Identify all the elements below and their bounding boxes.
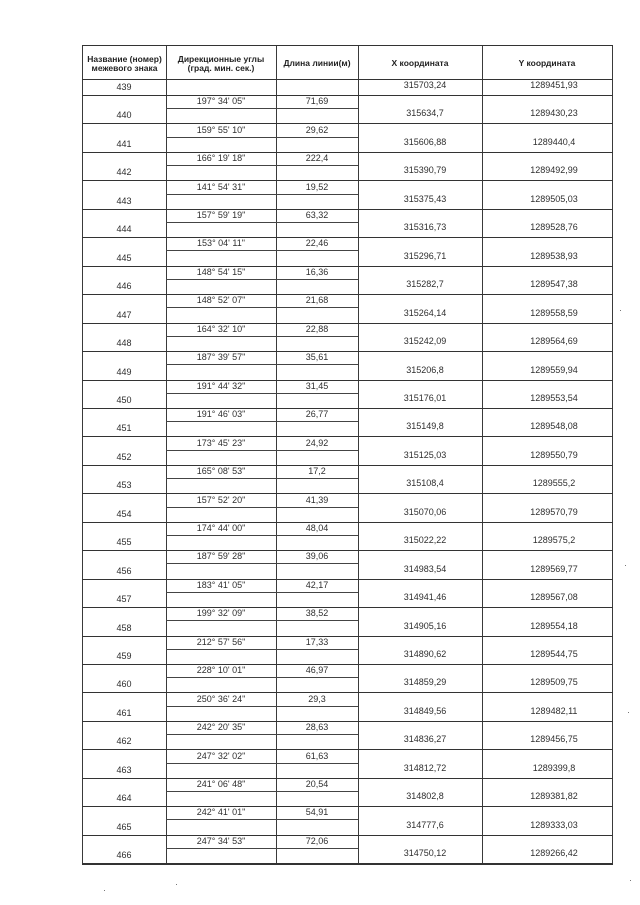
scan-speck [625,565,626,566]
x-coordinate: 315264,14 [403,308,447,318]
x-coordinate: 315176,01 [403,393,447,403]
header-point-name: Название (номер) межевого знака [87,53,162,73]
y-coordinate: 1289430,23 [530,108,578,118]
line-length: 48,04 [305,523,329,533]
point-number: 446 [116,281,132,291]
line-length: 29,3 [308,694,326,704]
directional-angle: 164° 32' 10" [196,324,246,334]
directional-angle: 247° 32' 02" [196,751,246,761]
point-number: 456 [116,566,132,576]
line-length: 16,36 [305,267,329,277]
header-line-length: Длина линии(м) [283,58,351,69]
x-coordinate: 314777,6 [406,820,444,830]
segment-divider [166,734,358,735]
line-length: 71,69 [305,96,329,106]
point-number: 439 [116,82,132,92]
directional-angle: 191° 44' 32" [196,381,246,391]
line-length: 35,61 [305,352,329,362]
point-number: 465 [116,822,132,832]
x-coordinate: 315634,7 [406,108,444,118]
line-length: 54,91 [305,807,329,817]
line-length: 17,33 [305,637,329,647]
line-length: 72,06 [305,836,329,846]
directional-angle: 228° 10' 01" [196,665,246,675]
column-border [482,45,483,864]
segment-divider [166,649,358,650]
point-number: 449 [116,367,132,377]
line-length: 222,4 [305,153,329,163]
segment-divider [166,307,358,308]
y-coordinate: 1289558,59 [530,308,578,318]
segment-divider [166,421,358,422]
y-coordinate: 1289333,03 [530,820,578,830]
line-length: 24,92 [305,438,329,448]
point-number: 442 [116,167,132,177]
directional-angle: 157° 59' 19" [196,210,246,220]
y-coordinate: 1289381,82 [530,791,578,801]
line-length: 38,52 [305,608,329,618]
header-x-coordinate: X координата [391,58,449,69]
segment-divider [166,137,358,138]
y-coordinate: 1289564,69 [530,336,578,346]
y-coordinate: 1289553,54 [530,393,578,403]
point-number: 461 [116,708,132,718]
directional-angle: 187° 39' 57" [196,352,246,362]
column-border [358,45,359,864]
y-coordinate: 1289482,11 [530,706,578,716]
segment-divider [166,819,358,820]
directional-angle: 174° 44' 00" [196,523,246,533]
segment-divider [166,194,358,195]
x-coordinate: 314849,56 [403,706,447,716]
directional-angle: 242° 41' 01" [196,807,246,817]
x-coordinate: 314750,12 [403,848,447,858]
directional-angle: 159° 55' 10" [196,125,246,135]
y-coordinate: 1289567,08 [530,592,578,602]
point-number: 458 [116,623,132,633]
x-coordinate: 315242,09 [403,336,447,346]
segment-divider [166,592,358,593]
y-coordinate: 1289505,03 [530,194,578,204]
directional-angle: 153° 04' 11" [197,238,245,248]
line-length: 17,2 [308,466,326,476]
directional-angle: 148° 54' 15" [196,267,246,277]
header-directional-angles: Дирекционные углы (град. мин. сек.) [177,53,265,73]
directional-angle: 191° 46' 03" [196,409,246,419]
directional-angle: 241° 06' 48" [196,779,246,789]
y-coordinate: 1289569,77 [530,564,578,574]
y-coordinate: 1289492,99 [530,165,578,175]
y-coordinate: 1289570,79 [530,507,578,517]
point-number: 448 [116,338,132,348]
segment-divider [166,279,358,280]
point-number: 453 [116,480,132,490]
line-length: 41,39 [305,495,329,505]
segment-divider [166,478,358,479]
x-coordinate: 314802,8 [406,791,444,801]
point-number: 462 [116,736,132,746]
line-length: 46,97 [305,665,329,675]
line-length: 28,63 [305,722,329,732]
line-length: 63,32 [305,210,329,220]
x-coordinate: 314941,46 [403,592,447,602]
y-coordinate: 1289528,76 [530,222,578,232]
x-coordinate: 315375,43 [403,194,447,204]
x-coordinate: 314812,72 [403,763,447,773]
line-length: 22,88 [305,324,329,334]
scan-speck [176,884,177,885]
x-coordinate: 315282,7 [406,279,444,289]
directional-angle: 212° 57' 56" [196,637,246,647]
line-length: 42,17 [305,580,329,590]
point-number: 464 [116,793,132,803]
scan-speck [104,890,105,891]
x-coordinate: 314859,29 [403,677,447,687]
y-coordinate: 1289399,8 [532,763,576,773]
y-coordinate: 1289554,18 [530,621,578,631]
directional-angle: 187° 59' 28" [196,551,246,561]
directional-angle: 141° 54' 31" [196,182,246,192]
segment-divider [166,393,358,394]
point-number: 459 [116,651,132,661]
segment-divider [166,450,358,451]
scan-speck [620,310,621,311]
column-border [276,45,277,864]
y-coordinate: 1289547,38 [530,279,578,289]
point-number: 444 [116,224,132,234]
y-coordinate: 1289544,75 [530,649,578,659]
segment-divider [166,364,358,365]
y-coordinate: 1289538,93 [530,251,578,261]
column-border [612,45,613,864]
segment-divider [166,250,358,251]
segment-divider [166,108,358,109]
point-number: 451 [116,423,132,433]
directional-angle: 165° 08' 53" [196,466,246,476]
x-coordinate: 315149,8 [406,421,444,431]
x-coordinate: 315108,4 [406,478,444,488]
segment-divider [166,791,358,792]
x-coordinate: 315390,79 [403,165,447,175]
segment-divider [166,165,358,166]
y-coordinate: 1289559,94 [530,365,578,375]
directional-angle: 242° 20' 35" [196,722,246,732]
x-coordinate: 315703,24 [403,80,447,90]
segment-divider [166,222,358,223]
scan-speck [628,712,629,713]
segment-divider [166,507,358,508]
y-coordinate: 1289266,42 [530,848,578,858]
x-coordinate: 315606,88 [403,137,447,147]
x-coordinate: 314836,27 [403,734,447,744]
x-coordinate: 315070,06 [403,507,447,517]
point-number: 443 [116,196,132,206]
segment-divider [166,620,358,621]
segment-divider [166,706,358,707]
line-length: 39,06 [305,551,329,561]
point-number: 457 [116,594,132,604]
point-number: 452 [116,452,132,462]
column-border [166,45,167,864]
point-number: 455 [116,537,132,547]
directional-angle: 250° 36' 24" [196,694,246,704]
y-coordinate: 1289509,75 [530,677,578,687]
y-coordinate: 1289456,75 [530,734,578,744]
point-number: 460 [116,679,132,689]
directional-angle: 173° 45' 23" [196,438,246,448]
point-number: 454 [116,509,132,519]
segment-divider [166,677,358,678]
x-coordinate: 315316,73 [403,222,447,232]
x-coordinate: 314983,54 [403,564,447,574]
y-coordinate: 1289555,2 [532,478,576,488]
y-coordinate: 1289550,79 [530,450,578,460]
line-length: 22,46 [305,238,329,248]
x-coordinate: 315022,22 [403,535,447,545]
line-length: 61,63 [305,751,329,761]
line-length: 20,54 [305,779,329,789]
x-coordinate: 315296,71 [403,251,447,261]
segment-divider [166,535,358,536]
table-bottom-border [82,864,613,865]
line-length: 26,77 [305,409,329,419]
x-coordinate: 314890,62 [403,649,447,659]
y-coordinate: 1289440,4 [532,137,576,147]
header-y-coordinate: Y координата [518,58,576,69]
x-coordinate: 314905,16 [403,621,447,631]
segment-divider [166,848,358,849]
segment-divider [166,336,358,337]
point-number: 463 [116,765,132,775]
point-number: 445 [116,253,132,263]
directional-angle: 183° 41' 05" [196,580,246,590]
table-top-border [82,45,613,46]
directional-angle: 247° 34' 53" [196,836,246,846]
directional-angle: 166° 19' 18" [196,153,246,163]
point-number: 466 [116,850,132,860]
point-number: 441 [116,139,132,149]
point-number: 447 [116,310,132,320]
point-number: 440 [116,110,132,120]
y-coordinate: 1289451,93 [530,80,578,90]
scan-speck [630,880,631,881]
segment-divider [166,563,358,564]
segment-divider [166,763,358,764]
directional-angle: 148° 52' 07" [196,295,246,305]
point-number: 450 [116,395,132,405]
y-coordinate: 1289575,2 [532,535,576,545]
line-length: 31,45 [305,381,329,391]
line-length: 21,68 [305,295,329,305]
line-length: 19,52 [305,182,329,192]
y-coordinate: 1289548,08 [530,421,578,431]
x-coordinate: 315125,03 [403,450,447,460]
directional-angle: 157° 52' 20" [196,495,246,505]
directional-angle: 199° 32' 09" [196,608,246,618]
x-coordinate: 315206,8 [406,365,444,375]
line-length: 29,62 [305,125,329,135]
directional-angle: 197° 34' 05" [196,96,246,106]
